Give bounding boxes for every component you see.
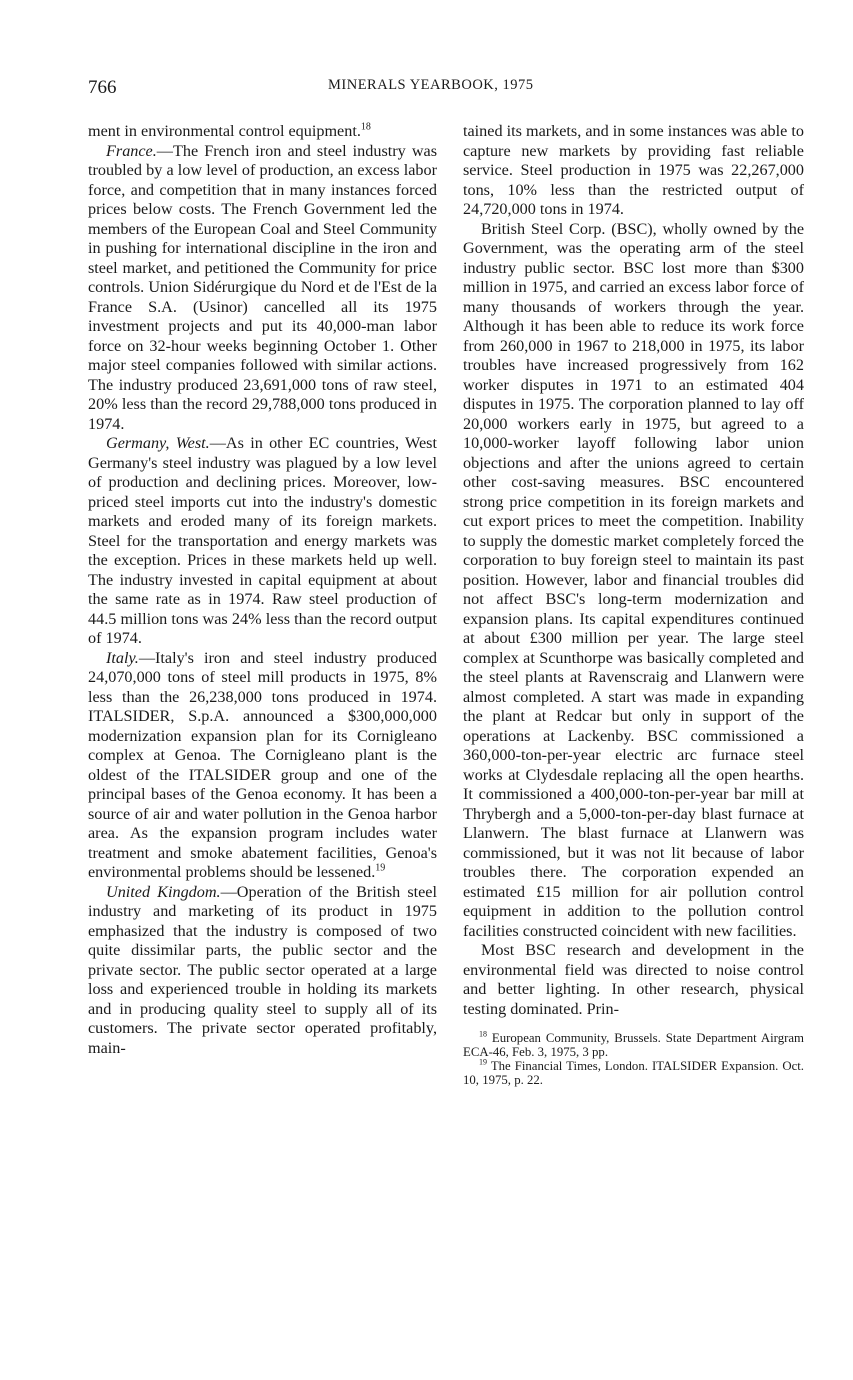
paragraph-research: Most BSC research and development in the environmental field was directed to noise control and better lighting. In other research, physical testing dominated. Prin- — [463, 941, 804, 1018]
footnote-text: The Financial Times, London. ITALSIDER Expansion. Oct. 10, 1975, p. 22. — [463, 1059, 805, 1087]
footnote-ref-19: 19 — [375, 862, 386, 874]
footnote-text: European Community, Brussels. State Department Airgram ECA-46, Feb. 3, 1975, 3 pp. — [463, 1031, 804, 1059]
france-heading: France. — [106, 141, 157, 160]
uk-heading: United Kingdom. — [106, 882, 221, 901]
paragraph-france — [88, 142, 437, 435]
italy-heading: Italy. — [106, 648, 139, 667]
running-title: MINERALS YEARBOOK, 1975 — [328, 77, 534, 93]
footnote-number: 18 — [479, 1029, 487, 1039]
germany-text: —As in other EC countries, West Germany's steel industry was plagued by a low level of production and declining prices. Moreover, low-priced steel imports cut into the industry's domestic markets and eroded many of its foreign markets. Steel for the transportation and energy markets was the exception. Prices in these markets held up well. The industry invested in capital equipment at about the same rate as in 1974. Raw steel production of 44.5 million tons was 24% less than the record output of 1974. — [88, 434, 437, 647]
uk-text: —Operation of the British steel industry and marketing of its product in 1975 emphasized that the industry is composed of two quite dissimilar parts, the public sector and the private sector. The public sector operated at a large loss and experienced trouble in holding its markets and in producing quality steel to supply all of its customers. The private sector operated profitably, main- — [88, 882, 437, 1057]
italy-text: —Italy's iron and steel industry produced 24,070,000 tons of steel mill products in 1975, 8% less than the 26,238,000 tons produced in 1974. ITALSIDER, S.p.A. announced a $300,000,000 modernization expansion plan for its Cornigleano complex at Genoa. The Cornigleano plant is the oldest of the ITALSIDER group and one of the principal bases of the Genoa economy. It has been a source of air and water pollution in the Genoa harbor area. As the expansion program includes water treatment and smoke abatement facilities, Genoa's environmental problems should be lessened. — [88, 648, 437, 881]
footnote-ref-18: 18 — [360, 121, 371, 133]
footnotes — [463, 1031, 804, 1087]
paragraph-germany — [88, 434, 437, 649]
france-text: —The French iron and steel industry was troubled by a low level of production, an excess labor force, and competition that in many instances forced prices below costs. The French Government led the members of the European Coal and Steel Community in pushing for international discipline in the iron and steel market, and petitioned the Community for price controls. Union Sidérurgique du Nord et de l'Est de la France S.A. (Usinor) cancelled all its 1975 investment projects and put its 40,000-man labor force on 32-hour weeks beginning October 1. Other major steel companies followed with similar actions. The industry produced 23,691,000 tons of raw steel, 20% less than the record 29,788,000 tons produced in 1974. — [88, 141, 437, 433]
germany-heading: Germany, West. — [106, 434, 210, 452]
footnote-19 — [463, 1059, 804, 1087]
paragraph-italy — [88, 649, 437, 883]
footnote-18 — [463, 1031, 804, 1059]
paragraph-continuation: ment in environmental control equipment.$^{18}$ — [88, 121, 371, 140]
page-header — [88, 75, 813, 99]
right-column — [463, 122, 804, 1087]
paragraph-united-kingdom — [88, 883, 437, 1059]
page-number: 766 — [88, 77, 117, 98]
left-column — [88, 122, 437, 1058]
footnote-number: 19 — [479, 1057, 487, 1067]
paragraph-bsc: British Steel Corp. (BSC), wholly owned by the Government, was the operating arm of the steel industry public sector. BSC lost more than $300 million in 1975, and carried an excess labor force of many thousands of workers through the year. Although it has been able to reduce its work force from 260,000 in 1967 to 218,000 in 1975, its labor troubles have increased progressively from 162 worker disputes in 1971 to an estimated 404 disputes in 1975. The corporation planned to lay off 20,000 workers early in 1975, but agreed to a 10,000-worker layoff following labor union objections and after the unions agreed to certain other cost-saving measures. BSC encountered strong price competition in its foreign markets and cut export prices to meet the competition. Inability to supply the domestic market completely forced the corporation to buy foreign steel to maintain its past position. However, labor and financial troubles did not affect BSC's long-term modernization and expansion plans. Its capital expenditures continued at about £300 million per year. The large steel complex at Scunthorpe was basically completed and the steel plants at Ravenscraig and Llanwern were almost completed. A start was made in expanding the plant at Redcar but only in support of the operations at Lackenby. BSC commissioned a 360,000-ton-per-year electric arc furnace steel works at Clydesdale replacing all the open hearths. It commissioned a 400,000-ton-per-year bar mill at Thrybergh and a 5,000-ton-per-day blast furnace at Llanwern. The blast furnace at Llanwern was commissioned, but it was not lit because of labor troubles there. The corporation expended an estimated £15 million for air pollution control equipment in addition to the pollution control facilities constructed coincident with new facilities. — [463, 219, 804, 940]
paragraph-continuation-right: tained its markets, and in some instances was able to capture new markets by providing fast reliable service. Steel production in 1975 was 22,267,000 tons, 10% less than the restricted output of 24,720,000 tons in 1974. — [463, 122, 804, 218]
